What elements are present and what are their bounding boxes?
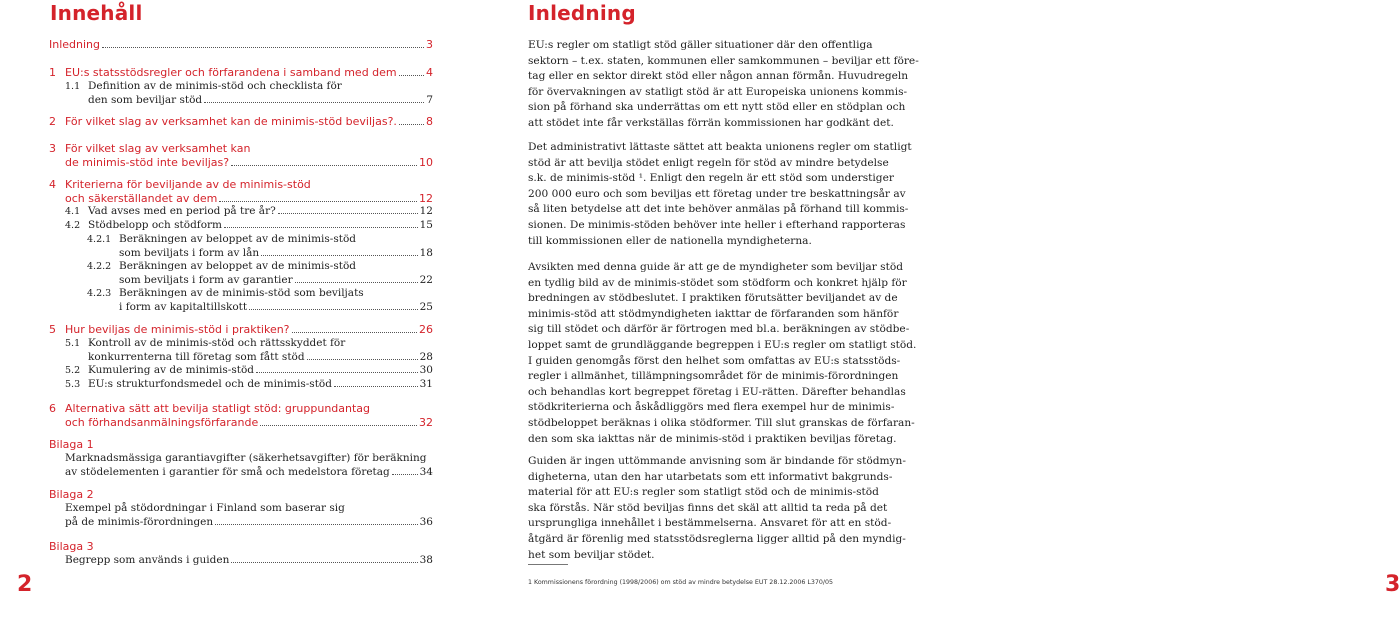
paragraph-line: bredningen av stödbeslutet. I praktiken förutsätter beviljandet av de xyxy=(528,292,898,305)
toc-leader-dots xyxy=(231,562,417,563)
toc-page-number: 4 xyxy=(426,66,433,79)
toc-leader-dots xyxy=(231,165,417,166)
paragraph-line: och behandlas kort begreppet företag i EU-rätten. Därefter behandlas xyxy=(528,385,906,398)
toc-entry-title: Marknadsmässiga garantiavgifter (säkerhetsavgifter) för beräkning xyxy=(65,452,427,464)
toc-entry-number: 4.2.1 xyxy=(87,234,112,245)
toc-heading: Innehåll xyxy=(50,1,143,25)
toc-entry-title: För vilket slag av verksamhet kan de minimis-stöd beviljas?. xyxy=(65,115,397,128)
toc-entry-title: Exempel på stödordningar i Finland som baserar sig xyxy=(65,502,345,514)
toc-leader-dots xyxy=(278,213,418,214)
toc-page-number: 3 xyxy=(426,38,433,51)
page-number-right: 3 xyxy=(1385,572,1400,597)
toc-leader-dots xyxy=(399,124,424,125)
paragraph-line: Det administrativt lättaste sättet att beakta unionens regler om statligt xyxy=(528,141,912,153)
body-paragraph xyxy=(528,140,912,249)
toc-entry-title: Bilaga 3 xyxy=(49,540,94,553)
paragraph-line: för övervakningen av statligt stöd är att Europeiska unionens kommis- xyxy=(528,85,908,98)
toc-page-number: 31 xyxy=(419,378,433,390)
toc-page-number: 25 xyxy=(419,300,433,313)
page-number-left: 2 xyxy=(17,572,33,597)
toc-entry[interactable] xyxy=(49,452,433,479)
paragraph-line: sionen. De minimis-stöden behöver inte heller i efterhand rapporteras xyxy=(528,218,906,231)
paragraph-line: EU:s regler om statligt stöd gäller situationer där den offentliga xyxy=(528,39,873,51)
body-paragraph xyxy=(528,454,906,563)
paragraph-line: en tydlig bild av de minimis-stödet som stödform och konkret hjälp för xyxy=(528,276,907,289)
toc-entry[interactable] xyxy=(49,142,433,169)
toc-leader-dots xyxy=(204,102,424,103)
paragraph-line: het som beviljar stödet. xyxy=(528,548,655,561)
toc-entry-number: 2 xyxy=(49,115,56,128)
toc-leader-dots xyxy=(392,474,418,475)
toc-page-number: 38 xyxy=(419,554,433,566)
paragraph-line: sektorn – t.ex. staten, kommunen eller samkommunen – beviljar ett före- xyxy=(528,54,919,67)
toc-page-number: 22 xyxy=(419,273,433,286)
toc-leader-dots xyxy=(249,309,418,310)
toc-page-number: 12 xyxy=(419,191,433,205)
toc-entry-number: 3 xyxy=(49,142,56,155)
paragraph-line: stödbeloppet beräknas i olika stödformer. Till slut granskas de förfaran- xyxy=(528,416,915,429)
toc-entry[interactable] xyxy=(49,378,433,392)
paragraph-line: regler i allmänhet, tillämpningsområdet för de minimis-förordningen xyxy=(528,370,899,383)
toc-page-number: 15 xyxy=(419,219,433,231)
toc-entry-title: den som beviljar stöd xyxy=(88,93,203,106)
toc-entry-title: Kontroll av de minimis-stöd och rättsskyddet för xyxy=(88,337,346,349)
toc-entry-title: konkurrenterna till företag som fått stöd xyxy=(88,350,305,363)
toc-leader-dots xyxy=(102,47,424,48)
toc-entry-title: på de minimis-förordningen xyxy=(65,515,214,528)
toc-entry[interactable] xyxy=(49,287,433,314)
paragraph-line: att stödet inte får verkställas förrän kommissionen har godkänt det. xyxy=(528,116,894,129)
toc-leader-dots xyxy=(261,255,417,256)
toc-leader-dots xyxy=(224,227,418,228)
toc-entry-title: Beräkningen av beloppet av de minimis-stöd xyxy=(119,260,356,272)
right-page xyxy=(480,0,1400,637)
toc-entry[interactable] xyxy=(49,115,433,129)
body-paragraph xyxy=(528,38,919,132)
toc-entry[interactable] xyxy=(49,402,433,429)
toc-entry-number: 5.2 xyxy=(65,365,81,376)
toc-entry-title: Hur beviljas de minimis-stöd i praktiken? xyxy=(65,323,290,336)
toc-entry[interactable] xyxy=(49,205,433,219)
toc-entry[interactable] xyxy=(49,178,433,205)
toc-entry[interactable] xyxy=(49,38,433,52)
toc-entry[interactable] xyxy=(49,502,433,529)
toc-leader-dots xyxy=(334,386,418,387)
footnote-rule xyxy=(528,564,568,565)
paragraph-line: s.k. de minimis-stöd ¹. Enligt den regeln är ett stöd som understiger xyxy=(528,172,894,185)
toc-leader-dots xyxy=(256,372,418,373)
toc-entry[interactable] xyxy=(49,66,433,80)
paragraph-line: ska förstås. När stöd beviljas finns det skäl att alltid ta reda på det xyxy=(528,501,888,514)
toc-page-number: 10 xyxy=(419,155,433,169)
toc-entry-title: Beräkningen av beloppet av de minimis-stöd xyxy=(119,233,356,245)
toc-entry-number: 4.2 xyxy=(65,220,81,231)
toc-page-number: 28 xyxy=(419,350,433,363)
toc-entry[interactable] xyxy=(49,488,433,502)
toc-entry-title: Stödbelopp och stödform xyxy=(88,219,222,231)
paragraph-line: åtgärd är förenlig med statsstödsreglerna ligger alltid på den myndig- xyxy=(528,532,906,545)
intro-heading: Inledning xyxy=(528,1,636,25)
paragraph-line: minimis-stöd att stödmyndigheten iakttar de förfaranden som hänför xyxy=(528,307,899,320)
toc-entry[interactable] xyxy=(49,323,433,337)
toc-entry-title: som beviljats i form av garantier xyxy=(119,273,293,286)
toc-entry-title: och säkerställandet av dem xyxy=(65,191,218,205)
paragraph-line: 200 000 euro och som beviljas ett företag under tre beskattningsår av xyxy=(528,187,906,200)
paragraph-line: I guiden genomgås först den helhet som omfattas av EU:s statsstöds- xyxy=(528,354,901,367)
toc-entry[interactable] xyxy=(49,80,433,107)
toc-entry-number: 1.1 xyxy=(65,81,81,92)
toc-page-number: 36 xyxy=(419,515,433,528)
paragraph-line: den som ska iakttas när de minimis-stöd i praktiken beviljas företag. xyxy=(528,432,897,445)
paragraph-line: sion på förhand ska underrättas om ett nytt stöd eller en stödplan och xyxy=(528,101,906,114)
toc-entry-title: Kumulering av de minimis-stöd xyxy=(88,364,255,376)
toc-page-number: 26 xyxy=(419,323,433,336)
paragraph-line: så liten betydelse att det inte behöver anmälas på förhand till kommis- xyxy=(528,203,909,216)
toc-page-number: 18 xyxy=(419,246,433,259)
toc-entry-number: 5 xyxy=(49,323,56,336)
footnote: 1 Kommissionens förordning (1998/2006) om stöd av mindre betydelse EUT 28.12.2006 L370/05 xyxy=(528,579,834,586)
toc-entry-title: EU:s statsstödsregler och förfarandena i samband med dem xyxy=(65,66,397,79)
toc-entry-title: Alternativa sätt att bevilja statligt stöd: gruppundantag xyxy=(65,402,371,415)
toc-entry[interactable] xyxy=(49,233,433,260)
toc-entry-title: Bilaga 2 xyxy=(49,488,94,501)
toc-entry-title: För vilket slag av verksamhet kan xyxy=(65,142,251,155)
paragraph-line: till kommissionen eller de nationella myndigheterna. xyxy=(528,234,812,247)
toc-page-number: 12 xyxy=(419,205,433,217)
toc-page-number: 8 xyxy=(426,115,433,128)
toc-leader-dots xyxy=(307,359,418,360)
toc-entry-title: som beviljats i form av lån xyxy=(119,246,260,259)
toc-entry-title: EU:s strukturfondsmedel och de minimis-stöd xyxy=(88,378,332,390)
paragraph-line: digheterna, utan den har utarbetats som ett informativt bakgrunds- xyxy=(528,470,893,483)
left-page xyxy=(0,0,470,637)
paragraph-line: Guiden är ingen uttömmande anvisning som är bindande för stödmyn- xyxy=(528,455,906,467)
paragraph-line: loppet samt de grundläggande begreppen i EU:s regler om statligt stöd. xyxy=(528,338,917,351)
paragraph-line: sig till stödet och därför är förtrogen med bl.a. beräkningen av stödbe- xyxy=(528,323,910,336)
toc-entry-number: 5.3 xyxy=(65,379,81,390)
toc-entry-number: 4.2.3 xyxy=(87,288,112,299)
toc-entry[interactable] xyxy=(49,337,433,364)
toc-leader-dots xyxy=(295,282,418,283)
toc-entry[interactable] xyxy=(49,364,433,378)
toc-entry-title: Definition av de minimis-stöd och checklista för xyxy=(88,80,342,92)
toc-entry-number: 4.2.2 xyxy=(87,261,112,272)
toc-leader-dots xyxy=(215,524,417,525)
toc-page-number: 32 xyxy=(419,415,433,429)
toc-leader-dots xyxy=(292,332,417,333)
toc-entry[interactable] xyxy=(49,540,433,554)
toc-entry-title: de minimis-stöd inte beviljas? xyxy=(65,155,230,169)
toc-entry-title: Kriterierna för beviljande av de minimis-stöd xyxy=(65,178,311,191)
paragraph-line: stöd är att bevilja stödet enligt regeln för stöd av mindre betydelse xyxy=(528,156,889,169)
toc-entry-title: Beräkningen av de minimis-stöd som beviljats xyxy=(119,287,364,299)
toc-entry-number: 4 xyxy=(49,178,56,191)
paragraph-line: Avsikten med denna guide är att ge de myndigheter som beviljar stöd xyxy=(528,261,903,273)
toc-leader-dots xyxy=(260,425,417,426)
toc-entry[interactable] xyxy=(49,219,433,233)
paragraph-line: material för att EU:s regler som statligt stöd och de minimis-stöd xyxy=(528,486,879,499)
toc-entry-title: i form av kapitaltillskott xyxy=(119,300,248,313)
toc-entry-title: Vad avses med en period på tre år? xyxy=(88,205,276,217)
toc-page-number: 30 xyxy=(419,364,433,376)
toc-entry-title: av stödelementen i garantier för små och medelstora företag xyxy=(65,465,390,478)
toc-entry-number: 4.1 xyxy=(65,206,81,217)
toc-entry[interactable] xyxy=(49,260,433,287)
toc-entry-title: Inledning xyxy=(49,38,101,51)
paragraph-line: tag eller en sektor direkt stöd eller någon annan förmån. Huvudregeln xyxy=(528,70,909,83)
toc-entry-number: 1 xyxy=(49,66,56,79)
paragraph-line: stödkriterierna och åskådliggörs med flera exempel hur de minimis- xyxy=(528,401,895,414)
toc-leader-dots xyxy=(399,75,424,76)
paragraph-line: ursprungliga innehållet i bestämmelserna. Ansvaret för att en stöd- xyxy=(528,517,892,530)
toc-entry[interactable] xyxy=(49,554,433,568)
body-paragraph xyxy=(528,260,916,447)
toc-entry-number: 5.1 xyxy=(65,338,81,349)
toc-page-number: 34 xyxy=(419,465,433,478)
toc-leader-dots xyxy=(219,201,417,202)
toc-entry-title: Begrepp som används i guiden xyxy=(65,554,230,566)
toc-page-number: 7 xyxy=(426,93,433,106)
toc-entry[interactable] xyxy=(49,438,433,452)
toc-entry-title: Bilaga 1 xyxy=(49,438,94,451)
toc-entry-number: 6 xyxy=(49,402,56,415)
toc-entry-title: och förhandsanmälningsförfarande xyxy=(65,415,259,429)
